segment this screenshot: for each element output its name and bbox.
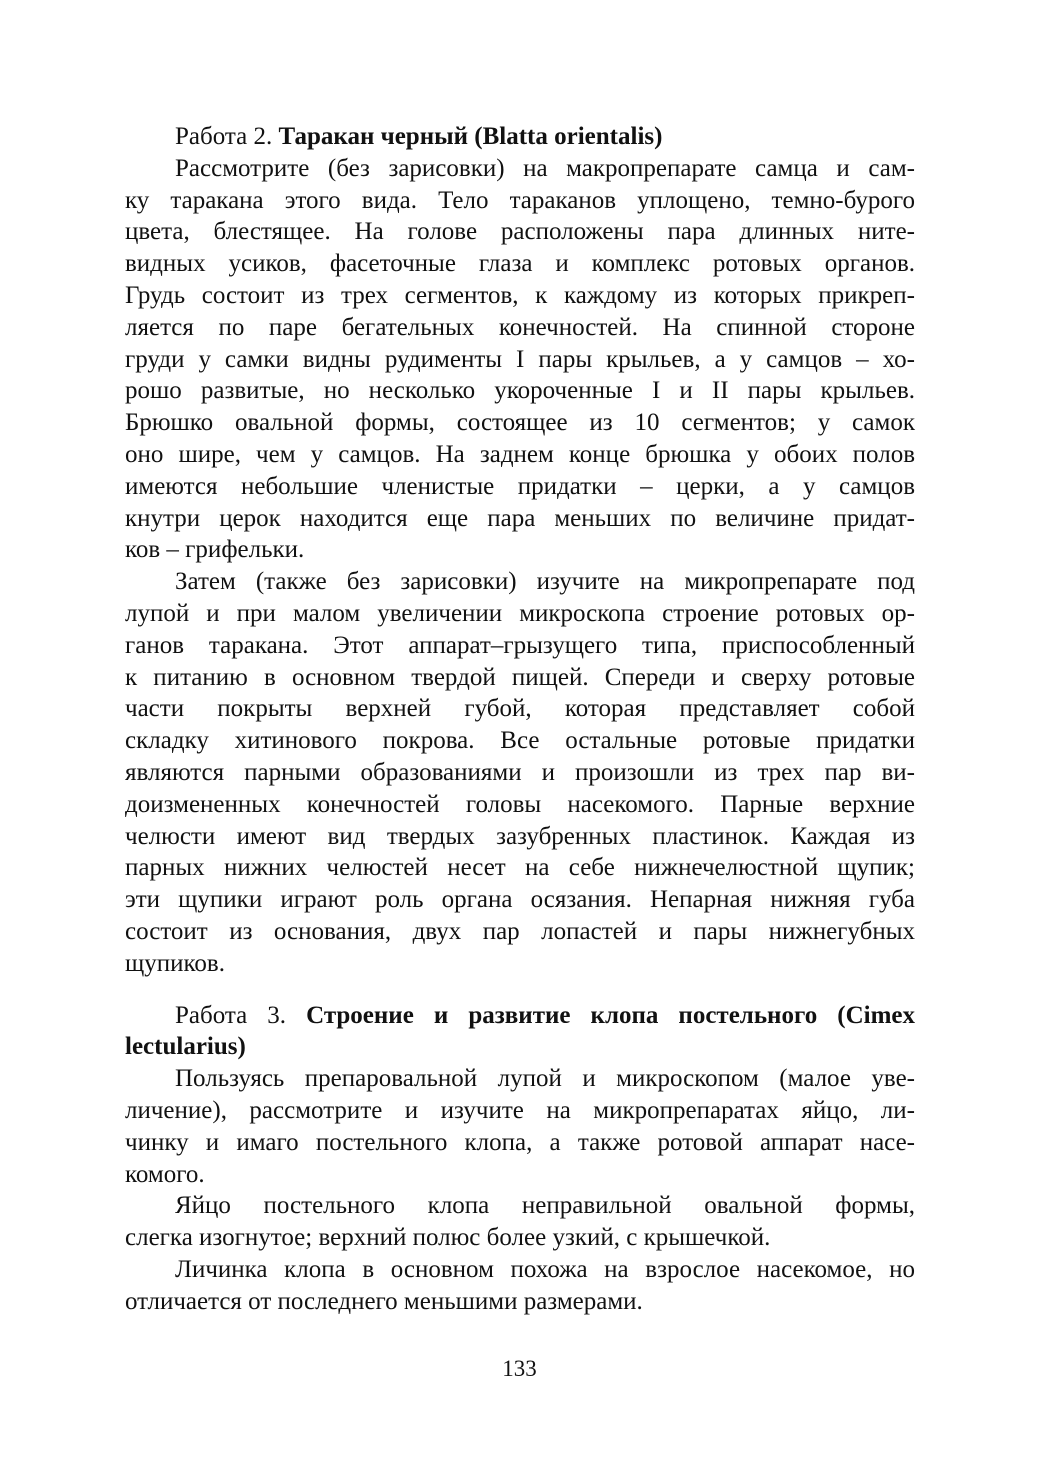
text-line: оно шире, чем у самцов. На заднем конце брюшка у обоих полов: [125, 440, 915, 468]
section-3-paragraph-2: [125, 1190, 915, 1254]
section-3-heading: [125, 1000, 915, 1064]
text-line: чинку и имаго постельного клопа, а также ротовой аппарат насе-: [125, 1128, 915, 1156]
section-gap: [125, 980, 915, 1000]
text-line: ляется по паре бегательных конечностей. На спинной стороне: [125, 313, 915, 341]
page-body: [125, 121, 915, 1317]
text-line: слегка изогнутое; верхний полюс более узкий, с крышечкой.: [125, 1224, 771, 1252]
text-line: имеются небольшие членистые придатки – церки, а у самцов: [125, 472, 915, 500]
section-2-heading: [125, 121, 915, 153]
text-line: Грудь состоит из трех сегментов, к каждому из которых прикреп-: [125, 281, 915, 309]
text-line: Брюшко овальной формы, состоящее из 10 сегментов; у самок: [125, 409, 915, 437]
section-3-paragraph-3: [125, 1254, 915, 1318]
section-3-heading-prefix: Работа 3.: [175, 1001, 307, 1029]
text-line: Затем (также без зарисовки) изучите на микропрепарате под: [175, 568, 915, 596]
section-2-heading-prefix: Работа 2.: [175, 123, 279, 150]
text-line: комого.: [125, 1160, 205, 1188]
section-3-paragraph-1: [125, 1063, 915, 1190]
text-line: парных нижних челюстей несет на себе нижнечелюстной щупик;: [125, 854, 915, 882]
text-line: груди у самки видны рудименты I пары крыльев, а у самцов – хо-: [125, 345, 915, 373]
page-number: 133: [502, 1356, 537, 1381]
text-line: доизмененных конечностей головы насекомого. Парные верхние: [125, 790, 915, 818]
text-line: личение), рассмотрите и изучите на микропрепаратах яйцо, ли-: [125, 1096, 915, 1124]
text-line: ку таракана этого вида. Тело тараканов уплощено, темно-бурого: [125, 186, 915, 214]
text-line: складку хитинового покрова. Все остальные ротовые придатки: [125, 727, 915, 755]
text-line: отличается от последнего меньшими размерами.: [125, 1287, 643, 1315]
text-line: к питанию в основном твердой пищей. Спереди и сверху ротовые: [125, 663, 915, 691]
text-line: части покрыты верхней губой, которая представляет собой: [125, 695, 915, 723]
text-line: щупиков.: [125, 949, 225, 977]
text-line: являются парными образованиями и произошли из трех пар ви-: [125, 758, 915, 786]
text-line: Пользуясь препаровальной лупой и микроскопом (малое уве-: [175, 1065, 915, 1093]
text-line: эти щупики играют роль органа осязания. Непарная нижняя губа: [125, 886, 915, 914]
text-line: видных усиков, фасеточные глаза и комплекс ротовых органов.: [125, 250, 915, 278]
text-line: ков – грифельки.: [125, 536, 305, 564]
text-line: Рассмотрите (без зарисовки) на макропрепарате самца и сам-: [175, 154, 915, 182]
section-3-heading-line-1: [125, 1000, 915, 1032]
text-line: состоит из основания, двух пар лопастей и пары нижнегубных: [125, 917, 915, 945]
text-line: Яйцо постельного клопа неправильной овальной формы,: [175, 1192, 915, 1220]
text-line: цвета, блестящее. На голове расположены пара длинных ните-: [125, 218, 915, 246]
section-3-heading-title: Строение и развитие клопа постельного (Cimex: [306, 1001, 915, 1029]
section-2-heading-title: Таракан черный (Blatta orientalis): [278, 123, 663, 150]
text-line: ганов таракана. Этот аппарат–грызущего типа, приспособленный: [125, 631, 915, 659]
text-line: рошо развитые, но несколько укороченные I и II пары крыльев.: [125, 377, 915, 405]
text-line: Личинка клопа в основном похожа на взрослое насекомое, но: [175, 1255, 915, 1283]
section-2-paragraph-2: [125, 566, 915, 979]
text-line: лупой и при малом увеличении микроскопа строение ротовых ор-: [125, 599, 915, 627]
section-2-paragraph-1: [125, 153, 915, 566]
section-3-heading-line-2: lectularius): [125, 1033, 246, 1061]
text-line: кнутри церок находится еще пара меньших по величине придат-: [125, 504, 915, 532]
text-line: челюсти имеют вид твердых зазубренных пластинок. Каждая из: [125, 822, 915, 850]
